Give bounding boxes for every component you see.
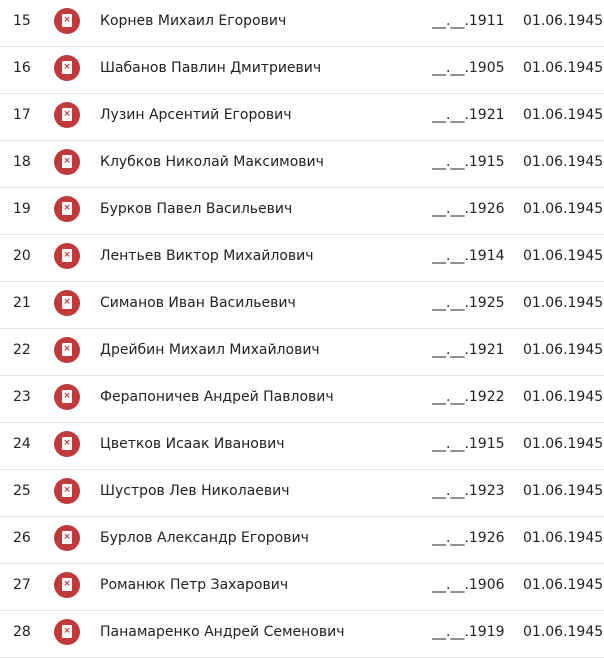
document-icon[interactable]: × (54, 619, 80, 645)
birth-date: __.__.1919 (432, 624, 505, 640)
row-number: 22 (13, 342, 31, 358)
person-name[interactable]: Дрейбин Михаил Михайлович (100, 342, 320, 358)
death-date: 01.06.1945 (523, 436, 604, 452)
death-date: 01.06.1945 (523, 60, 604, 76)
person-name[interactable]: Ферапоничев Андрей Павлович (100, 389, 334, 405)
row-number: 19 (13, 201, 31, 217)
birth-date: __.__.1915 (432, 436, 505, 452)
row-number: 20 (13, 248, 31, 264)
document-icon[interactable]: × (54, 384, 80, 410)
death-date: 01.06.1945 (523, 389, 604, 405)
birth-date: __.__.1925 (432, 295, 505, 311)
row-number: 21 (13, 295, 31, 311)
death-date: 01.06.1945 (523, 295, 604, 311)
birth-date: __.__.1922 (432, 389, 505, 405)
person-name[interactable]: Шустров Лев Николаевич (100, 483, 290, 499)
person-name[interactable]: Панамаренко Андрей Семенович (100, 624, 345, 640)
row-number: 28 (13, 624, 31, 640)
birth-date: __.__.1911 (432, 13, 505, 29)
document-icon[interactable]: × (54, 102, 80, 128)
list-item (0, 141, 604, 188)
person-name[interactable]: Лентьев Виктор Михайлович (100, 248, 314, 264)
row-number: 16 (13, 60, 31, 76)
death-date: 01.06.1945 (523, 154, 604, 170)
birth-date: __.__.1921 (432, 107, 505, 123)
person-name[interactable]: Бурков Павел Васильевич (100, 201, 293, 217)
birth-date: __.__.1923 (432, 483, 505, 499)
row-number: 23 (13, 389, 31, 405)
row-number: 17 (13, 107, 31, 123)
birth-date: __.__.1921 (432, 342, 505, 358)
row-number: 25 (13, 483, 31, 499)
list-item (0, 517, 604, 564)
row-number: 18 (13, 154, 31, 170)
birth-date: __.__.1926 (432, 530, 505, 546)
death-date: 01.06.1945 (523, 107, 604, 123)
list-item (0, 470, 604, 517)
list-item (0, 188, 604, 235)
list-item (0, 329, 604, 376)
document-icon[interactable]: × (54, 431, 80, 457)
death-date: 01.06.1945 (523, 248, 604, 264)
person-name[interactable]: Лузин Арсентий Егорович (100, 107, 292, 123)
row-number: 24 (13, 436, 31, 452)
person-name[interactable]: Бурлов Александр Егорович (100, 530, 309, 546)
document-icon[interactable]: × (54, 572, 80, 598)
death-date: 01.06.1945 (523, 483, 604, 499)
list-item (0, 423, 604, 470)
row-number: 15 (13, 13, 31, 29)
list-item (0, 376, 604, 423)
row-number: 26 (13, 530, 31, 546)
person-name[interactable]: Симанов Иван Васильевич (100, 295, 296, 311)
person-name[interactable]: Цветков Исаак Иванович (100, 436, 285, 452)
list-item (0, 47, 604, 94)
document-icon[interactable]: × (54, 290, 80, 316)
list-item (0, 282, 604, 329)
document-icon[interactable]: × (54, 525, 80, 551)
birth-date: __.__.1914 (432, 248, 505, 264)
person-name[interactable]: Корнев Михаил Егорович (100, 13, 287, 29)
birth-date: __.__.1915 (432, 154, 505, 170)
document-icon[interactable]: × (54, 55, 80, 81)
list-item (0, 0, 604, 47)
document-icon[interactable]: × (54, 196, 80, 222)
birth-date: __.__.1905 (432, 60, 505, 76)
row-number: 27 (13, 577, 31, 593)
list-item (0, 94, 604, 141)
list-item (0, 564, 604, 611)
death-date: 01.06.1945 (523, 530, 604, 546)
death-date: 01.06.1945 (523, 577, 604, 593)
birth-date: __.__.1906 (432, 577, 505, 593)
list-item (0, 235, 604, 282)
death-date: 01.06.1945 (523, 13, 604, 29)
birth-date: __.__.1926 (432, 201, 505, 217)
person-name[interactable]: Романюк Петр Захарович (100, 577, 289, 593)
death-date: 01.06.1945 (523, 342, 604, 358)
death-date: 01.06.1945 (523, 624, 604, 640)
document-icon[interactable]: × (54, 243, 80, 269)
document-icon[interactable]: × (54, 149, 80, 175)
document-icon[interactable]: × (54, 8, 80, 34)
death-date: 01.06.1945 (523, 201, 604, 217)
document-icon[interactable]: × (54, 478, 80, 504)
list-item (0, 611, 604, 658)
document-icon[interactable]: × (54, 337, 80, 363)
person-name[interactable]: Шабанов Павлин Дмитриевич (100, 60, 322, 76)
person-name[interactable]: Клубков Николай Максимович (100, 154, 324, 170)
